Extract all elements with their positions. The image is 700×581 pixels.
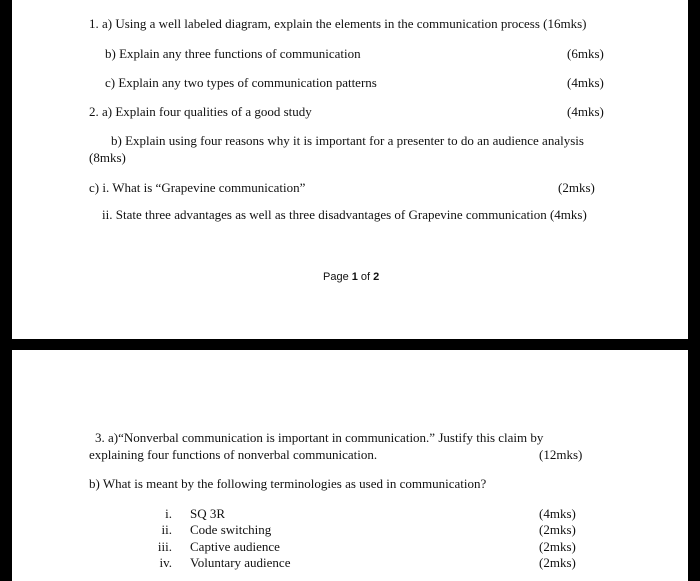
- term-marks: (4mks): [539, 506, 576, 521]
- question-2a: 2. a) Explain four qualities of a good study: [89, 104, 312, 119]
- term-label: Voluntary audience: [190, 555, 291, 570]
- question-3a-line-1: 3. a)“Nonverbal communication is important in communication.” Justify this claim by: [95, 430, 544, 445]
- term-marks: (2mks): [539, 555, 576, 570]
- page-footer: Page 1 of 2: [323, 271, 380, 283]
- question-1b-marks: (6mks): [567, 46, 604, 61]
- term-marks: (2mks): [539, 539, 576, 554]
- term-marks: (2mks): [539, 522, 576, 537]
- question-3a-line-2: explaining four functions of nonverbal communication.: [89, 447, 378, 462]
- term-number: iv.: [159, 555, 172, 570]
- question-3b: b) What is meant by the following terminologies as used in communication?: [89, 476, 487, 491]
- term-number: ii.: [161, 522, 172, 537]
- question-1c-marks: (4mks): [567, 75, 604, 90]
- question-1a: 1. a) Using a well labeled diagram, explain the elements in the communication process (16mks): [89, 16, 587, 31]
- page-2: [12, 350, 688, 581]
- question-2b-line-2: (8mks): [89, 150, 126, 165]
- term-number: iii.: [157, 539, 172, 554]
- term-number: i.: [165, 506, 172, 521]
- question-2b-line-1: b) Explain using four reasons why it is important for a presenter to do an audience analysis: [111, 133, 584, 148]
- question-2c-i-marks: (2mks): [558, 180, 595, 195]
- question-2a-marks: (4mks): [567, 104, 604, 119]
- page-1: [12, 0, 688, 339]
- question-2c-ii: ii. State three advantages as well as three disadvantages of Grapevine communication (4mks): [102, 207, 587, 222]
- question-1b: b) Explain any three functions of communication: [105, 46, 361, 61]
- term-label: Code switching: [190, 522, 272, 537]
- term-label: Captive audience: [190, 539, 280, 554]
- question-2c-i: c) i. What is “Grapevine communication”: [89, 180, 306, 195]
- question-3a-marks: (12mks): [539, 447, 583, 462]
- term-label: SQ 3R: [190, 506, 226, 521]
- question-1c: c) Explain any two types of communication patterns: [105, 75, 377, 90]
